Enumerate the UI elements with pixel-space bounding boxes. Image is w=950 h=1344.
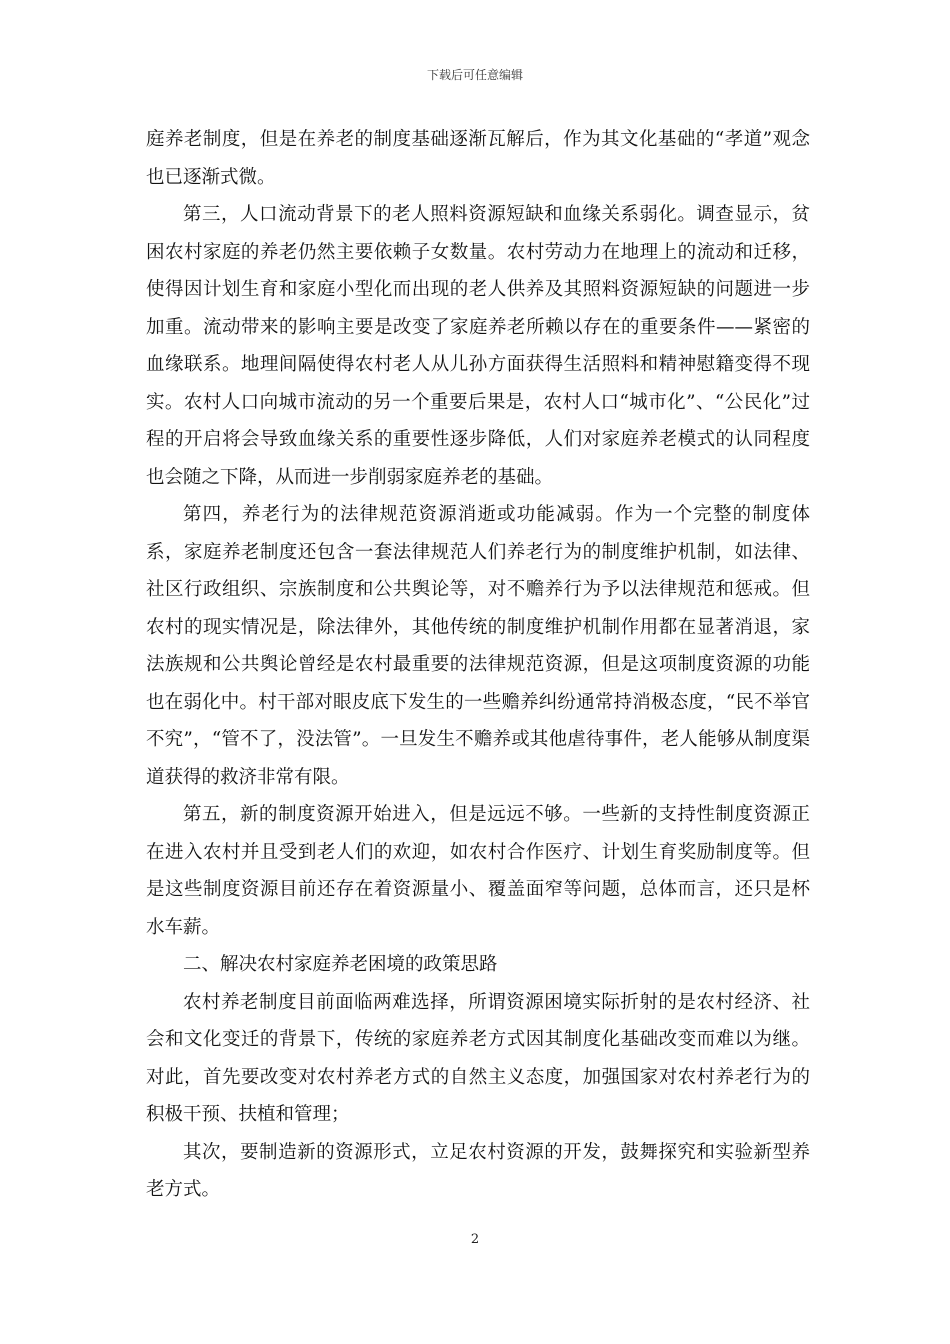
section-heading: 二、解决农村家庭养老困境的政策思路: [183, 954, 498, 975]
document-body: [146, 121, 810, 1209]
page-header: 下载后可任意编辑: [426, 68, 523, 82]
paragraph-continuation: 庭养老制度，但是在养老的制度基础逐渐瓦解后，作为其文化基础的“孝道”观念也已逐渐式微。: [146, 129, 810, 188]
paragraph-fifth-point: 第五，新的制度资源开始进入，但是远远不够。一些新的支持性制度资源正在进入农村并且受到老人们的欢迎，如农村合作医疗、计划生育奖励制度等。但是这些制度资源目前还存在着资源量小、覆盖面窄等问题，总体而言，还只是杯水车薪。: [146, 804, 810, 938]
paragraph-policy-intro: 农村养老制度目前面临两难选择，所谓资源困境实际折射的是农村经济、社会和文化变迁的背景下，传统的家庭养老方式因其制度化基础改变而难以为继。对此，首先要改变对农村养老方式的自然主义态度，加强国家对农村养老行为的积极干预、扶植和管理；: [146, 991, 810, 1125]
paragraph-fourth-point: 第四，养老行为的法律规范资源消逝或功能减弱。作为一个完整的制度体系，家庭养老制度还包含一套法律规范人们养老行为的制度维护机制，如法律、社区行政组织、宗族制度和公共舆论等，对不赡养行为予以法律规范和惩戒。但农村的现实情况是，除法律外，其他传统的制度维护机制作用都在显著消退，家法族规和公共舆论曾经是农村最重要的法律规范资源，但是这项制度资源的功能也在弱化中。村干部对眼皮底下发生的一些赡养纠纷通常持消极态度，“民不举官不究”，“管不了，没法管”。一旦发生不赡养或其他虐待事件，老人能够从制度渠道获得的救济非常有限。: [146, 504, 810, 788]
paragraph-policy-second: 其次，要制造新的资源形式，立足农村资源的开发，鼓舞探究和实验新型养老方式。: [146, 1141, 810, 1200]
paragraph-third-point: 第三，人口流动背景下的老人照料资源短缺和血缘关系弱化。调查显示，贫困农村家庭的养老仍然主要依赖子女数量。农村劳动力在地理上的流动和迁移，使得因计划生育和家庭小型化而出现的老人供养及其照料资源短缺的问题进一步加重。流动带来的影响主要是改变了家庭养老所赖以存在的重要条件——紧密的血缘联系。地理间隔使得农村老人从儿孙方面获得生活照料和精神慰籍变得不现实。农村人口向城市流动的另一个重要后果是，农村人口“城市化”、“公民化”过程的开启将会导致血缘关系的重要性逐步降低，人们对家庭养老模式的认同程度也会随之下降，从而进一步削弱家庭养老的基础。: [146, 204, 810, 488]
page-number: 2: [470, 1232, 480, 1247]
